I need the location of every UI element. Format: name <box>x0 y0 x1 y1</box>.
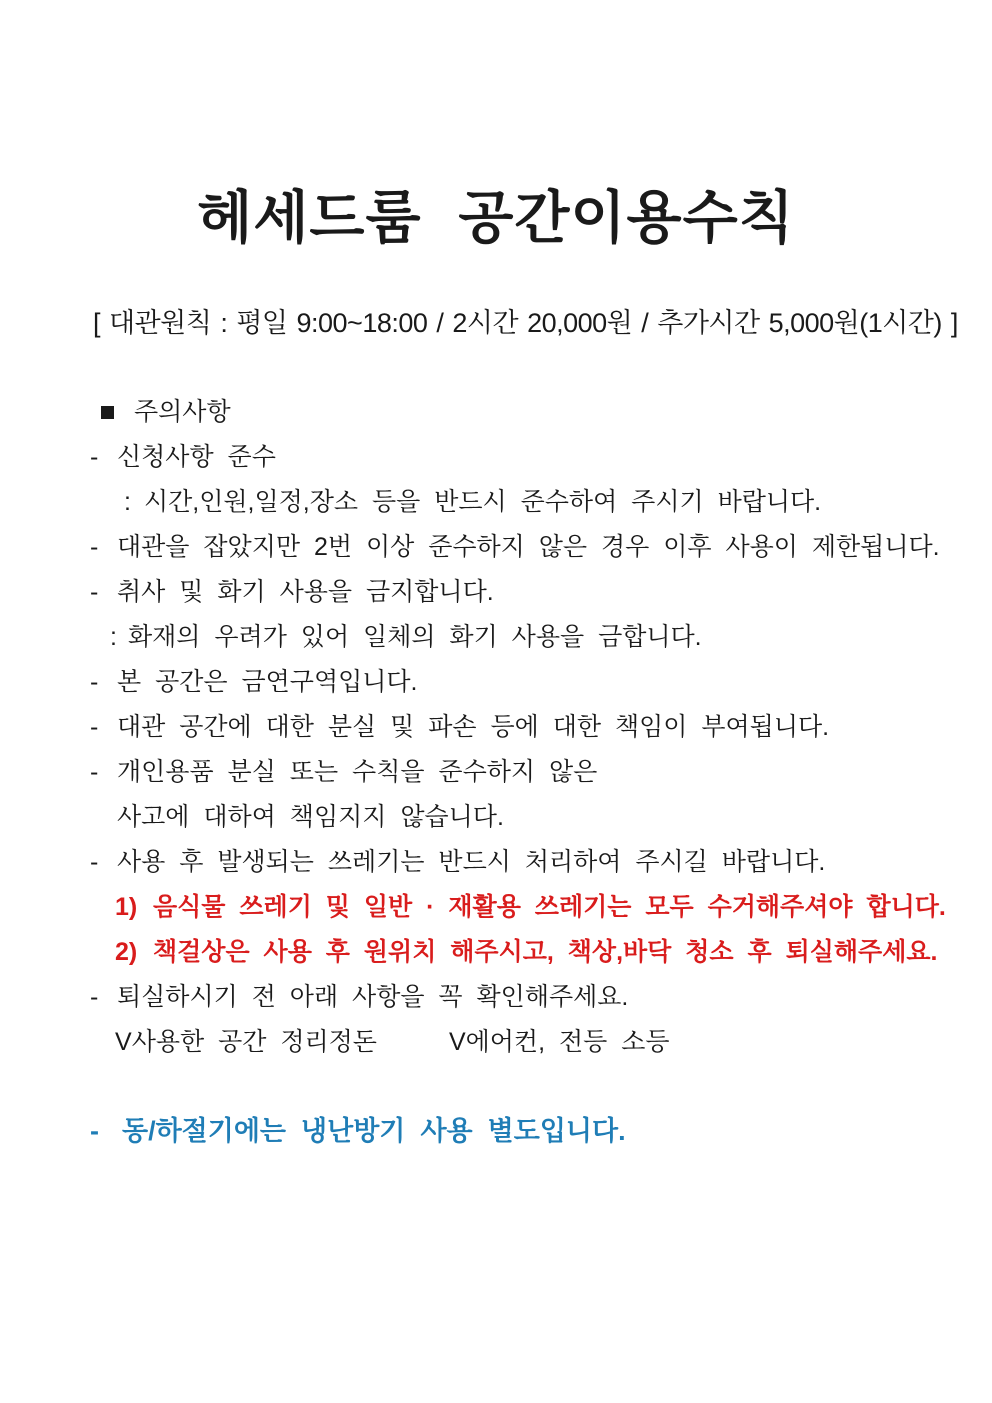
rule-text: 화재의 우려가 있어 일체의 화기 사용을 금합니다. <box>128 623 702 651</box>
rule-text: 대관 공간에 대한 분실 및 파손 등에 대한 책임이 부여됩니다. <box>117 713 830 741</box>
checklist-item-label: 에어컨, 전등 소등 <box>465 1028 670 1056</box>
rental-terms-line: [ 대관원칙 : 평일 9:00~18:00 / 2시간 20,000원 / 추가시간 5,000원(1시간) ] <box>93 308 958 338</box>
rule-text: 퇴실하시기 전 아래 사항을 꼭 확인해주세요. <box>117 983 629 1011</box>
page-title: 헤세드룸 공간이용수칙 <box>197 186 795 250</box>
rule-text: 개인용품 분실 또는 수칙을 준수하지 않은 <box>117 758 598 786</box>
rule-item <box>0 660 992 705</box>
number-bullet: 1) <box>115 893 138 921</box>
checklist-item <box>449 1020 670 1065</box>
dash-bullet: - <box>90 1116 99 1146</box>
dash-bullet: - <box>90 443 99 471</box>
square-bullet-icon <box>101 406 114 419</box>
rule-text: 음식물 쓰레기 및 일반 · 재활용 쓰레기는 모두 수거해주셔야 합니다. <box>153 893 946 921</box>
notice-rules-list <box>0 390 992 1065</box>
check-mark-icon: V <box>115 1028 132 1056</box>
checklist-row <box>0 1020 992 1065</box>
rule-item-highlight-red <box>0 930 992 975</box>
checklist-item <box>115 1020 377 1065</box>
rule-text: 사용 후 발생되는 쓰레기는 반드시 처리하여 주시길 바랍니다. <box>117 848 826 876</box>
rule-text: 시간,인원,일정,장소 등을 반드시 준수하여 주시기 바랍니다. <box>144 488 822 516</box>
dash-bullet: - <box>90 668 99 696</box>
rule-subitem <box>0 615 992 660</box>
footnote-text: 동/하절기에는 냉난방기 사용 별도입니다. <box>122 1116 626 1146</box>
notice-heading-label: 주의사항 <box>134 398 231 426</box>
dash-bullet: - <box>90 713 99 741</box>
rule-item <box>0 840 992 885</box>
dash-bullet: - <box>90 983 99 1011</box>
checklist-item-label: 사용한 공간 정리정돈 <box>131 1028 377 1056</box>
rule-text: 본 공간은 금연구역입니다. <box>117 668 418 696</box>
rule-text: 사고에 대하여 책임지지 않습니다. <box>117 803 504 831</box>
rule-item <box>0 975 992 1020</box>
rule-item <box>0 570 992 615</box>
rule-text: 신청사항 준수 <box>117 443 276 471</box>
rule-item-highlight-red <box>0 885 992 930</box>
rule-item <box>0 705 992 750</box>
rule-item <box>0 750 992 795</box>
number-bullet: 2) <box>115 938 138 966</box>
footnote-highlight-blue <box>0 1109 992 1154</box>
rule-text: 취사 및 화기 사용을 금지합니다. <box>117 578 494 606</box>
notice-heading-row <box>0 390 992 435</box>
dash-bullet: - <box>90 578 99 606</box>
rule-subitem <box>0 480 992 525</box>
dash-bullet: - <box>90 848 99 876</box>
rule-item <box>0 435 992 480</box>
dash-bullet: - <box>90 533 99 561</box>
rule-continuation <box>0 795 992 840</box>
check-mark-icon: V <box>448 1028 466 1056</box>
rule-item <box>0 525 992 570</box>
rule-text: 책걸상은 사용 후 원위치 해주시고, 책상,바닥 청소 후 퇴실해주세요. <box>153 938 938 966</box>
dash-bullet: - <box>90 758 99 786</box>
colon-bullet: : <box>110 623 117 651</box>
rule-text: 대관을 잡았지만 2번 이상 준수하지 않은 경우 이후 사용이 제한됩니다. <box>117 533 940 561</box>
colon-bullet: : <box>124 488 131 516</box>
